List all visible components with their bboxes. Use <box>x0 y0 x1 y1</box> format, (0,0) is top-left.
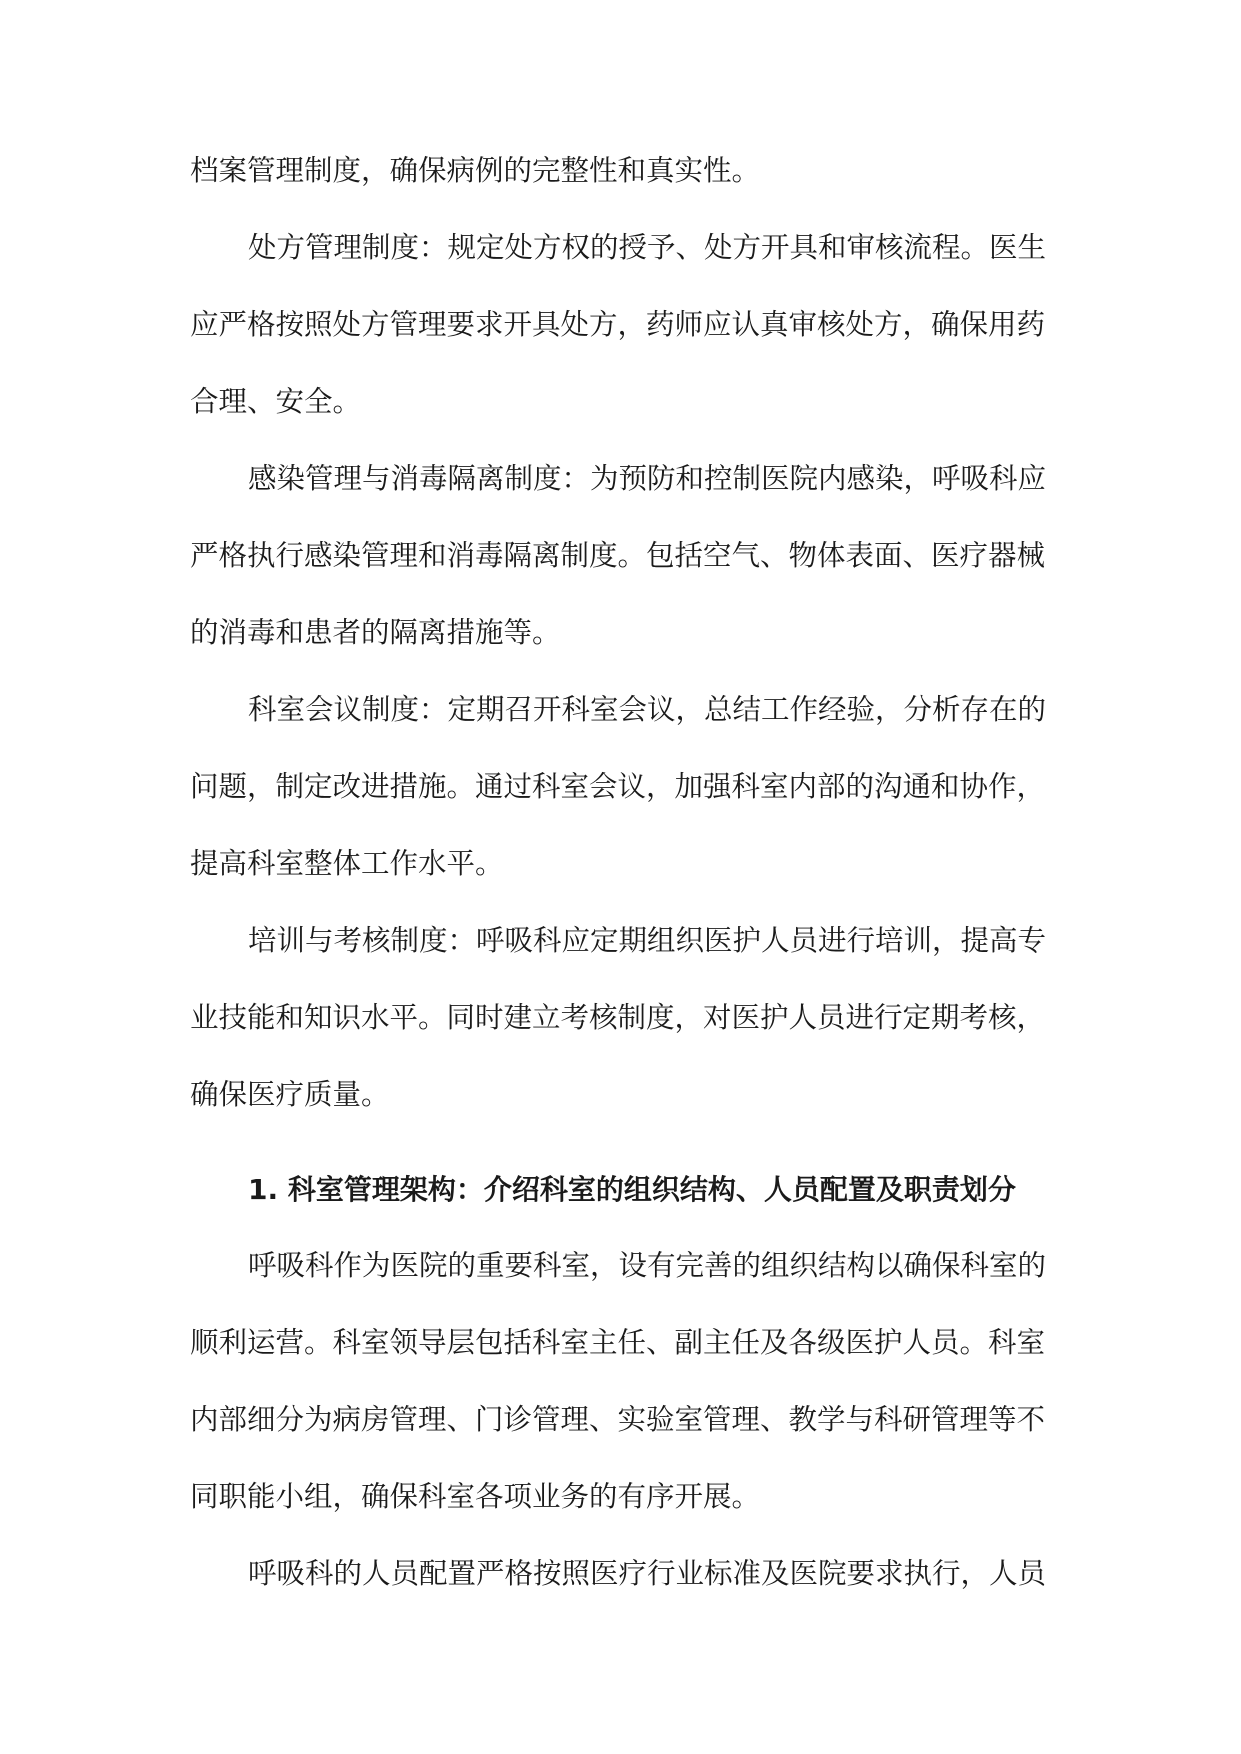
paragraph-line: 的消毒和患者的隔离措施等。 <box>190 616 561 649</box>
paragraph-line: 呼吸科作为医院的重要科室，设有完善的组织结构以确保科室的 <box>248 1249 1047 1282</box>
paragraph-line: 严格执行感染管理和消毒隔离制度。包括空气、物体表面、医疗器械 <box>190 539 1046 572</box>
section-heading: 1. 科室管理架构：介绍科室的组织结构、人员配置及职责划分 <box>248 1173 1016 1206</box>
paragraph-line: 应严格按照处方管理要求开具处方，药师应认真审核处方，确保用药 <box>190 308 1046 341</box>
paragraph-line: 同职能小组，确保科室各项业务的有序开展。 <box>190 1480 761 1513</box>
paragraph-line: 顺利运营。科室领导层包括科室主任、副主任及各级医护人员。科室 <box>190 1326 1046 1359</box>
paragraph-line: 档案管理制度，确保病例的完整性和真实性。 <box>190 154 761 187</box>
paragraph-line: 呼吸科的人员配置严格按照医疗行业标准及医院要求执行，人员 <box>248 1557 1047 1590</box>
paragraph-line: 处方管理制度：规定处方权的授予、处方开具和审核流程。医生 <box>248 231 1047 264</box>
paragraph-line: 业技能和知识水平。同时建立考核制度，对医护人员进行定期考核， <box>190 1001 1046 1034</box>
paragraph-line: 确保医疗质量。 <box>190 1078 390 1111</box>
paragraph-line: 问题，制定改进措施。通过科室会议，加强科室内部的沟通和协作， <box>190 770 1046 803</box>
paragraph-line: 培训与考核制度：呼吸科应定期组织医护人员进行培训，提高专 <box>248 924 1047 957</box>
paragraph-line: 科室会议制度：定期召开科室会议，总结工作经验，分析存在的 <box>248 693 1047 726</box>
paragraph-line: 合理、安全。 <box>190 385 362 418</box>
paragraph-line: 提高科室整体工作水平。 <box>190 847 504 880</box>
paragraph-line: 内部细分为病房管理、门诊管理、实验室管理、教学与科研管理等不 <box>190 1403 1046 1436</box>
paragraph-line: 感染管理与消毒隔离制度：为预防和控制医院内感染，呼吸科应 <box>248 462 1047 495</box>
